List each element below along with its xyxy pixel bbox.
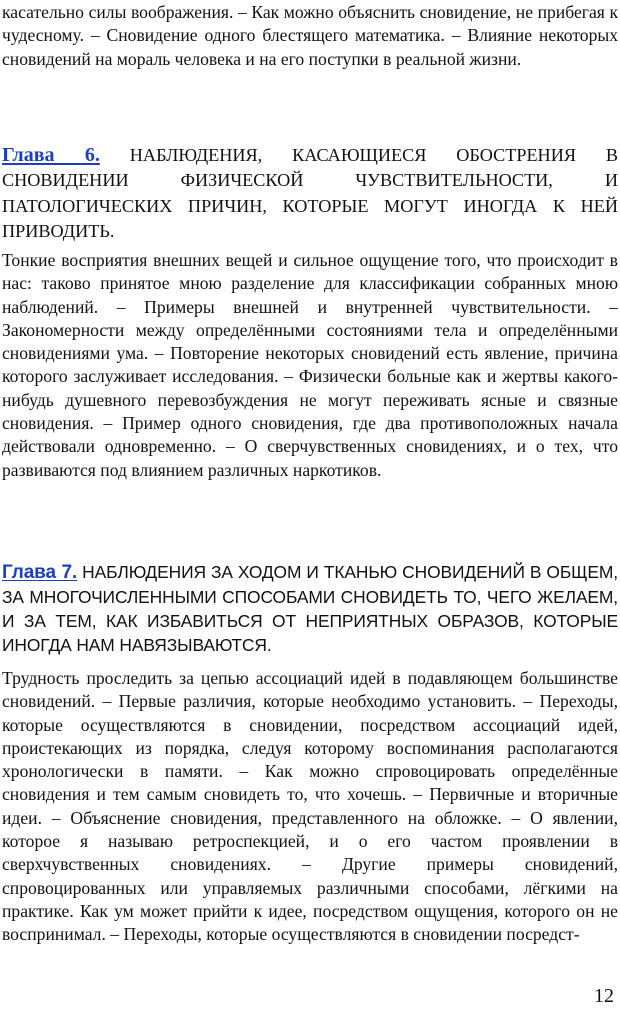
chapter-6-heading bbox=[2, 143, 618, 244]
intro-paragraph: касательно силы воображения. – Как можно объяснить сновидение, не прибегая к чудесному. – Сновидение одного блестящего математика. – Влияние некоторых сновидений на мораль человека и на его поступки в реальной жизни. bbox=[2, 2, 618, 69]
chapter-7-link[interactable]: Глава 7. bbox=[2, 562, 78, 583]
chapter-7-summary: Трудность проследить за цепью ассоциаций идей в подавляющем большинстве сновидений. – Первые различия, которые необходимо установить. – Переходы, которые осуществляются в сновидении, посредством ассоциаций идей, проистекающих из порядка, следуя которому воспоминания располагаются хронологически в памяти. – Как можно спровоцировать определённые сновидения и тем самым сновидеть то, что хочешь. – Первичные и вторичные идеи. – Объяснение сновидения, представленного на обложке. – О явлении, которое я называю ретроспекцией, и о его частом проявлении в сверхчувственных сновидениях. – Другие примеры сновидений, спровоцированных или управляемых различными способами, лёгкими на практике. Как ум может прийти к идее, посредством ощущения, которого он не воспринимал. – Переходы, которые осуществляются в сновидении посредст- bbox=[2, 668, 618, 945]
chapter-6-title: НАБЛЮДЕНИЯ, КАСАЮЩИЕСЯ ОБОСТРЕНИЯ В СНОВИДЕНИИ ФИЗИЧЕСКОЙ ЧУВСТВИТЕЛЬНОСТИ, И ПАТОЛОГИЧЕСКИХ ПРИЧИН, КОТОРЫЕ МОГУТ ИНОГДА К НЕЙ ПРИВОДИТЬ. bbox=[2, 145, 619, 241]
chapter-7-title: НАБЛЮДЕНИЯ ЗА ХОДОМ И ТКАНЬЮ СНОВИДЕНИЙ В ОБЩЕМ, ЗА МНОГОЧИСЛЕННЫМИ СПОСОБАМИ СНОВИДЕТЬ ТО, ЧЕГО ЖЕЛАЕМ, И ЗА ТЕМ, КАК ИЗБАВИТЬСЯ ОТ НЕПРИЯТНЫХ ОБРАЗОВ, КОТОРЫЕ ИНОГДА НАМ НАВЯЗЫВАЮТСЯ. bbox=[2, 562, 618, 655]
chapter-7-heading bbox=[2, 560, 618, 657]
chapter-6-link[interactable]: Глава 6. bbox=[2, 144, 100, 166]
chapter-6-summary: Тонкие восприятия внешних вещей и сильное ощущение того, что происходит в нас: таково принятое мною разделение для классификации собранных мною наблюдений. – Примеры внешней и внутренней чувствительности. – Закономерности между определёнными состояниями тела и определёнными сновидениями ума. – Повторение некоторых сновидений есть явление, причина которого заслуживает исследования. – Физически больные как и жертвы какого-нибудь душевного перевозбуждения не могут переживать ясные и связные сновидения. – Пример одного сновидения, где два противоположных начала действовали одновременно. – О сверчувственных сновидениях, и о тех, что развиваются под влиянием различных наркотиков. bbox=[2, 250, 618, 480]
page-number: 12 bbox=[594, 985, 614, 1007]
